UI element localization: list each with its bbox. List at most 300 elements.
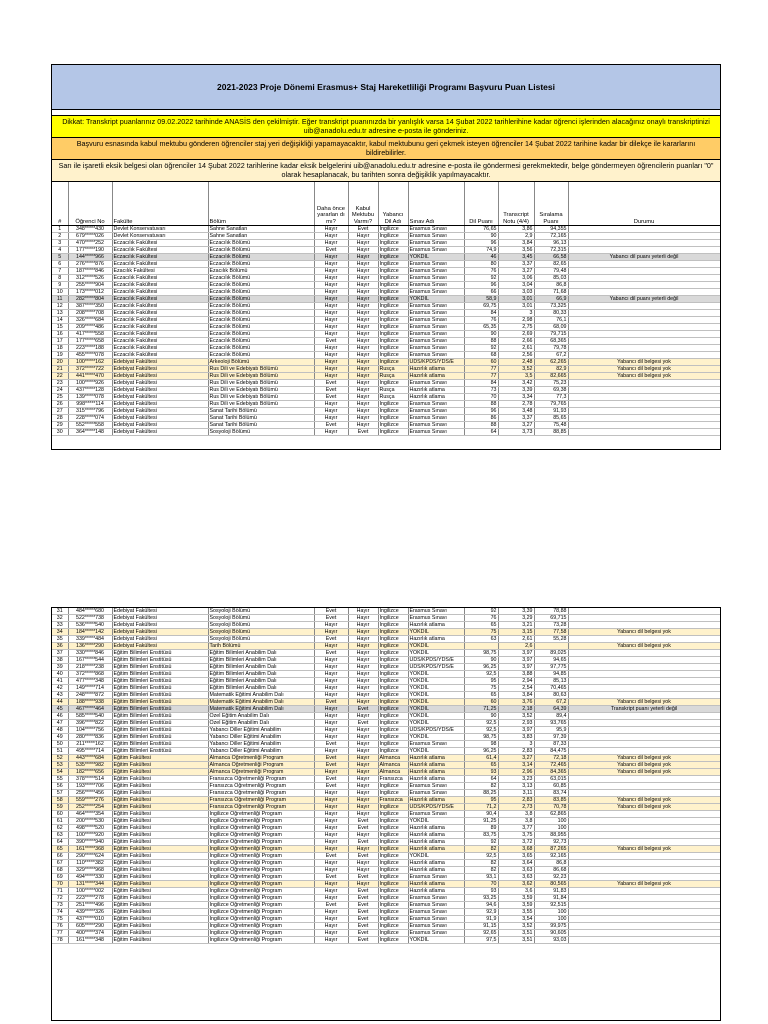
cell-faculty: Eğitim Fakültesi xyxy=(112,888,208,895)
cell-language: İngilizce xyxy=(378,317,408,324)
cell-lang-score: 65,35 xyxy=(464,324,498,331)
cell-department: İngilizce Öğretmenliği Program xyxy=(208,818,314,825)
cell-letter: Hayır xyxy=(348,629,378,636)
cell-previous: Evet xyxy=(314,762,348,769)
table-row xyxy=(52,429,720,436)
cell-language: İngilizce xyxy=(378,713,408,720)
cell-previous: Evet xyxy=(314,699,348,706)
cell-status: Yabancı dil belgesi yok xyxy=(568,629,720,636)
cell-language: İngilizce xyxy=(378,226,408,233)
cell-lang-score: 71,25 xyxy=(464,706,498,713)
cell-rank-score: 85,65 xyxy=(534,415,568,422)
cell-letter: Hayır xyxy=(348,860,378,867)
table-row xyxy=(52,846,720,853)
results-table-continued xyxy=(52,608,721,944)
cell-transcript: 2,93 xyxy=(498,720,534,727)
cell-no: 25 xyxy=(52,394,68,401)
cell-status xyxy=(568,748,720,755)
cell-faculty: Eğitim Bilimleri Enstitüsü xyxy=(112,720,208,727)
cell-student-no: 498*****520 xyxy=(68,825,112,832)
cell-status xyxy=(568,937,720,944)
notice-transcript: Dikkat: Transkript puanlarınız 09.02.2022 tarihinde ANASİS den çekilmiştir. Eğer transkript puanınızda bir yanlışlık varsa 14 Şubat 2022 tarihlerihine kadar öğrenci işlerinden alacağınız onaylı transkriptinizi uib@anadolu.edu.tr adresine e-posta ile gönderiniz. xyxy=(52,116,720,138)
cell-language: İngilizce xyxy=(378,608,408,615)
cell-previous: Hayır xyxy=(314,678,348,685)
table-row xyxy=(52,790,720,797)
cell-no: 59 xyxy=(52,804,68,811)
cell-rank-score: 82,9 xyxy=(534,366,568,373)
cell-lang-score: 98,75 xyxy=(464,650,498,657)
cell-no: 37 xyxy=(52,650,68,657)
cell-department: Özel Eğitim Anabilim Dalı xyxy=(208,720,314,727)
cell-faculty: Eczacılık Fakültesi xyxy=(112,324,208,331)
cell-exam: YÖKDİL xyxy=(408,706,464,713)
cell-status xyxy=(568,727,720,734)
cell-previous: Hayır xyxy=(314,930,348,937)
cell-transcript: 3,11 xyxy=(498,790,534,797)
cell-letter: Hayır xyxy=(348,776,378,783)
cell-rank-score: 96,13 xyxy=(534,240,568,247)
cell-letter: Evet xyxy=(348,226,378,233)
cell-no: 43 xyxy=(52,692,68,699)
cell-transcript: 2,9 xyxy=(498,233,534,240)
cell-transcript: 3,84 xyxy=(498,240,534,247)
cell-faculty: Edebiyat Fakültesi xyxy=(112,622,208,629)
cell-status xyxy=(568,734,720,741)
cell-language: İngilizce xyxy=(378,289,408,296)
cell-no: 21 xyxy=(52,366,68,373)
cell-department: Eczacılık Bölümü xyxy=(208,303,314,310)
cell-lang-score: 84 xyxy=(464,380,498,387)
cell-rank-score: 91,83 xyxy=(534,888,568,895)
cell-student-no: 149*****714 xyxy=(68,685,112,692)
cell-letter: Hayır xyxy=(348,678,378,685)
cell-faculty: Eğitim Bilimleri Enstitüsü xyxy=(112,699,208,706)
cell-rank-score: 76,1 xyxy=(534,317,568,324)
table-row xyxy=(52,303,720,310)
cell-language: İngilizce xyxy=(378,811,408,818)
cell-no: 24 xyxy=(52,387,68,394)
cell-faculty: Edebiyat Fakültesi xyxy=(112,629,208,636)
cell-letter: Hayır xyxy=(348,615,378,622)
cell-letter: Hayır xyxy=(348,394,378,401)
cell-transcript: 3,73 xyxy=(498,429,534,436)
cell-no: 29 xyxy=(52,422,68,429)
cell-language: Fransızca xyxy=(378,776,408,783)
cell-faculty: Eğitim Bilimleri Enstitüsü xyxy=(112,664,208,671)
cell-previous: Hayır xyxy=(314,657,348,664)
cell-lang-score: 98 xyxy=(464,741,498,748)
cell-language: İngilizce xyxy=(378,825,408,832)
cell-no: 11 xyxy=(52,296,68,303)
cell-rank-score: 88,85 xyxy=(534,429,568,436)
cell-exam: Hazırlık atlama xyxy=(408,881,464,888)
cell-letter: Hayır xyxy=(348,233,378,240)
cell-department: İngilizce Öğretmenliği Program xyxy=(208,888,314,895)
cell-letter: Hayır xyxy=(348,310,378,317)
cell-letter: Hayır xyxy=(348,622,378,629)
cell-previous: Evet xyxy=(314,755,348,762)
cell-student-no: 177*****658 xyxy=(68,338,112,345)
cell-faculty: Eğitim Bilimleri Enstitüsü xyxy=(112,713,208,720)
cell-transcript: 3,27 xyxy=(498,422,534,429)
cell-exam: Erasmus Sınavı xyxy=(408,324,464,331)
cell-lang-score: 71,2 xyxy=(464,804,498,811)
cell-status xyxy=(568,923,720,930)
table-row xyxy=(52,275,720,282)
cell-previous: Hayır xyxy=(314,643,348,650)
cell-rank-score: 73,325 xyxy=(534,303,568,310)
cell-no: 47 xyxy=(52,720,68,727)
cell-faculty: Eğitim Fakültesi xyxy=(112,874,208,881)
table-row xyxy=(52,811,720,818)
cell-exam: YÖKDİL xyxy=(408,678,464,685)
cell-transcript: 3,97 xyxy=(498,650,534,657)
cell-language: İngilizce xyxy=(378,338,408,345)
cell-rank-score: 79,765 xyxy=(534,401,568,408)
cell-department: İngilizce Öğretmenliği Program xyxy=(208,825,314,832)
cell-department: Eczacılık Bölümü xyxy=(208,282,314,289)
cell-status xyxy=(568,741,720,748)
cell-language: Rusça xyxy=(378,387,408,394)
cell-no: 30 xyxy=(52,429,68,436)
cell-previous: Evet xyxy=(314,615,348,622)
col-header-faculty: Fakülte xyxy=(112,182,208,226)
cell-no: 55 xyxy=(52,776,68,783)
cell-transcript: 3,59 xyxy=(498,895,534,902)
cell-exam: ÜDS/KPDS/YDS/E xyxy=(408,727,464,734)
cell-department: Eğitim Bilimleri Anabilim Dalı xyxy=(208,657,314,664)
cell-department: İngilizce Öğretmenliği Program xyxy=(208,839,314,846)
cell-no: 50 xyxy=(52,741,68,748)
cell-department: Sahne Sanatları xyxy=(208,226,314,233)
cell-previous: Hayır xyxy=(314,727,348,734)
col-header-lang-score: Dil Puanı xyxy=(464,182,498,226)
cell-status xyxy=(568,909,720,916)
cell-lang-score: 96 xyxy=(464,240,498,247)
cell-transcript: 3,72 xyxy=(498,839,534,846)
table-row xyxy=(52,289,720,296)
cell-exam: YÖKDİL xyxy=(408,818,464,825)
cell-department: Fransızca Öğretmenliği Program xyxy=(208,804,314,811)
cell-letter: Hayır xyxy=(348,296,378,303)
cell-rank-score: 83,85 xyxy=(534,797,568,804)
cell-exam: Hazırlık atlama xyxy=(408,825,464,832)
cell-rank-score xyxy=(534,643,568,650)
cell-lang-score: 92,5 xyxy=(464,853,498,860)
cell-language: Rusça xyxy=(378,366,408,373)
cell-previous: Hayır xyxy=(314,916,348,923)
cell-rank-score: 100 xyxy=(534,916,568,923)
table-row xyxy=(52,860,720,867)
cell-lang-score: 69,75 xyxy=(464,303,498,310)
cell-transcript: 3,34 xyxy=(498,394,534,401)
cell-transcript: 3,59 xyxy=(498,902,534,909)
cell-lang-score: 80 xyxy=(464,261,498,268)
cell-student-no: 282*****804 xyxy=(68,296,112,303)
cell-letter: Hayır xyxy=(348,303,378,310)
cell-student-no: 131*****344 xyxy=(68,881,112,888)
cell-status xyxy=(568,839,720,846)
cell-lang-score: 92,5 xyxy=(464,720,498,727)
table-row xyxy=(52,240,720,247)
cell-rank-score: 91,84 xyxy=(534,895,568,902)
cell-lang-score: 88 xyxy=(464,401,498,408)
cell-language: Almanca xyxy=(378,769,408,776)
cell-status xyxy=(568,930,720,937)
cell-no: 28 xyxy=(52,415,68,422)
cell-no: 48 xyxy=(52,727,68,734)
cell-no: 39 xyxy=(52,664,68,671)
cell-faculty: Edebiyat Fakültesi xyxy=(112,643,208,650)
cell-student-no: 348*****430 xyxy=(68,226,112,233)
cell-rank-score: 72,18 xyxy=(534,755,568,762)
cell-department: Matematik Eğitimi Anabilim Dalı xyxy=(208,692,314,699)
cell-transcript: 3,06 xyxy=(498,275,534,282)
cell-no: 10 xyxy=(52,289,68,296)
cell-student-no: 290*****624 xyxy=(68,853,112,860)
cell-no: 58 xyxy=(52,797,68,804)
cell-previous: Hayır xyxy=(314,860,348,867)
cell-exam: YÖKDİL xyxy=(408,671,464,678)
cell-transcript: 3,39 xyxy=(498,608,534,615)
cell-language: İngilizce xyxy=(378,324,408,331)
cell-rank-score: 84,475 xyxy=(534,748,568,755)
cell-faculty: Eczacılık Fakültesi xyxy=(112,275,208,282)
cell-lang-score: 65 xyxy=(464,762,498,769)
table-row xyxy=(52,657,720,664)
cell-no: 35 xyxy=(52,636,68,643)
cell-status: Yabancı dil belgesi yok xyxy=(568,804,720,811)
cell-exam: Erasmus Sınavı xyxy=(408,338,464,345)
table-row xyxy=(52,615,720,622)
cell-letter: Hayır xyxy=(348,727,378,734)
cell-department: Eczacılık Bölümü xyxy=(208,261,314,268)
cell-lang-score: 91,15 xyxy=(464,923,498,930)
cell-department: İngilizce Öğretmenliği Program xyxy=(208,860,314,867)
cell-letter: Hayır xyxy=(348,741,378,748)
cell-transcript: 3,52 xyxy=(498,366,534,373)
cell-department: Matematik Eğitimi Anabilim Dalı xyxy=(208,706,314,713)
cell-exam: Erasmus Sınavı xyxy=(408,909,464,916)
cell-status xyxy=(568,860,720,867)
cell-transcript: 2,75 xyxy=(498,324,534,331)
cell-letter: Hayır xyxy=(348,261,378,268)
cell-rank-score: 92,23 xyxy=(534,874,568,881)
cell-letter: Hayır xyxy=(348,422,378,429)
cell-rank-score: 79,48 xyxy=(534,268,568,275)
cell-department: Sosyoloji Bölümü xyxy=(208,636,314,643)
cell-letter: Evet xyxy=(348,937,378,944)
cell-previous: Hayır xyxy=(314,846,348,853)
cell-status xyxy=(568,275,720,282)
table-row xyxy=(52,909,720,916)
cell-exam: Erasmus Sınavı xyxy=(408,289,464,296)
cell-status xyxy=(568,422,720,429)
cell-no: 12 xyxy=(52,303,68,310)
cell-lang-score: 92 xyxy=(464,275,498,282)
cell-department: Sosyoloji Bölümü xyxy=(208,629,314,636)
cell-department: Yabancı Diller Eğitimi Anabilim xyxy=(208,748,314,755)
cell-previous: Evet xyxy=(314,636,348,643)
cell-no: 41 xyxy=(52,678,68,685)
cell-rank-score: 67,2 xyxy=(534,699,568,706)
cell-rank-score: 100 xyxy=(534,825,568,832)
cell-status xyxy=(568,233,720,240)
cell-rank-score: 72,165 xyxy=(534,233,568,240)
cell-status xyxy=(568,261,720,268)
cell-department: Rus Dili ve Edebiyatı Bölümü xyxy=(208,380,314,387)
cell-language: İngilizce xyxy=(378,331,408,338)
table-row xyxy=(52,324,720,331)
cell-lang-score: 68 xyxy=(464,352,498,359)
cell-previous: Hayır xyxy=(314,937,348,944)
cell-student-no: 464*****354 xyxy=(68,811,112,818)
cell-transcript: 3,86 xyxy=(498,226,534,233)
cell-rank-score: 70,78 xyxy=(534,804,568,811)
cell-rank-score: 80,565 xyxy=(534,881,568,888)
cell-exam: YÖKDİL xyxy=(408,685,464,692)
cell-letter: Hayır xyxy=(348,387,378,394)
col-header-department: Bölüm xyxy=(208,182,314,226)
cell-no: 57 xyxy=(52,790,68,797)
cell-letter: Hayır xyxy=(348,762,378,769)
cell-status: Yabancı dil puanı yeterli değil xyxy=(568,296,720,303)
cell-rank-score: 86,8 xyxy=(534,860,568,867)
cell-no: 18 xyxy=(52,345,68,352)
cell-rank-score: 80,63 xyxy=(534,692,568,699)
cell-exam: Erasmus Sınavı xyxy=(408,874,464,881)
cell-language: İngilizce xyxy=(378,916,408,923)
col-header-no: # xyxy=(52,182,68,226)
cell-letter: Evet xyxy=(348,825,378,832)
table-row xyxy=(52,769,720,776)
cell-lang-score xyxy=(464,643,498,650)
cell-previous: Evet xyxy=(314,608,348,615)
cell-department: Almanca Öğretmenliği Program xyxy=(208,769,314,776)
cell-rank-score: 100 xyxy=(534,909,568,916)
cell-rank-score: 92,515 xyxy=(534,902,568,909)
cell-lang-score: 89 xyxy=(464,825,498,832)
cell-rank-score: 92,165 xyxy=(534,853,568,860)
sheet-title: 2021-2023 Proje Dönemi Erasmus+ Staj Hareketliliği Programı Başvuru Puan Listesi xyxy=(52,65,720,110)
cell-rank-score: 82,665 xyxy=(534,373,568,380)
cell-language: Fransızca xyxy=(378,797,408,804)
cell-status xyxy=(568,874,720,881)
cell-status xyxy=(568,776,720,783)
cell-rank-score: 94,355 xyxy=(534,226,568,233)
cell-department: Eczacılık Bölümü xyxy=(208,345,314,352)
table-row xyxy=(52,408,720,415)
table-row xyxy=(52,720,720,727)
cell-faculty: Eğitim Bilimleri Enstitüsü xyxy=(112,734,208,741)
cell-rank-score: 75,23 xyxy=(534,380,568,387)
cell-status: Transkript puanı yeterli değil xyxy=(568,706,720,713)
cell-lang-score: 97,5 xyxy=(464,937,498,944)
cell-department: Sanat Tarihi Bölümü xyxy=(208,415,314,422)
cell-language: İngilizce xyxy=(378,727,408,734)
cell-no: 20 xyxy=(52,359,68,366)
cell-letter: Hayır xyxy=(348,380,378,387)
cell-department: Yabancı Diller Eğitimi Anabilim xyxy=(208,727,314,734)
cell-rank-score: 94,85 xyxy=(534,671,568,678)
cell-previous: Hayır xyxy=(314,324,348,331)
cell-status xyxy=(568,303,720,310)
cell-faculty: Eğitim Fakültesi xyxy=(112,930,208,937)
cell-exam: Erasmus Sınavı xyxy=(408,331,464,338)
cell-lang-score: 95 xyxy=(464,797,498,804)
table-row xyxy=(52,636,720,643)
cell-letter: Hayır xyxy=(348,254,378,261)
cell-faculty: Edebiyat Fakültesi xyxy=(112,387,208,394)
cell-department: İngilizce Öğretmenliği Program xyxy=(208,909,314,916)
cell-no: 27 xyxy=(52,408,68,415)
cell-status xyxy=(568,818,720,825)
cell-status xyxy=(568,713,720,720)
table-row xyxy=(52,713,720,720)
cell-language: İngilizce xyxy=(378,832,408,839)
cell-transcript: 3,62 xyxy=(498,881,534,888)
cell-exam: Erasmus Sınavı xyxy=(408,247,464,254)
table-row xyxy=(52,373,720,380)
cell-student-no: 585*****540 xyxy=(68,713,112,720)
cell-previous: Hayır xyxy=(314,345,348,352)
results-table xyxy=(52,182,721,436)
table-row xyxy=(52,755,720,762)
cell-no: 3 xyxy=(52,240,68,247)
cell-no: 5 xyxy=(52,254,68,261)
cell-language: İngilizce xyxy=(378,643,408,650)
table-row xyxy=(52,699,720,706)
cell-lang-score: 46 xyxy=(464,254,498,261)
cell-rank-score: 68,09 xyxy=(534,324,568,331)
cell-department: Eğitim Bilimleri Anabilim Dalı xyxy=(208,650,314,657)
cell-transcript: 2,94 xyxy=(498,678,534,685)
cell-no: 66 xyxy=(52,853,68,860)
cell-department: Almanca Öğretmenliği Program xyxy=(208,755,314,762)
cell-previous: Hayır xyxy=(314,867,348,874)
cell-transcript: 3,54 xyxy=(498,916,534,923)
table-row xyxy=(52,776,720,783)
cell-rank-score: 86,8 xyxy=(534,282,568,289)
cell-faculty: Eğitim Fakültesi xyxy=(112,755,208,762)
table-row xyxy=(52,282,720,289)
cell-faculty: Eğitim Bilimleri Enstitüsü xyxy=(112,671,208,678)
cell-department: Sahne Sanatları xyxy=(208,233,314,240)
cell-language: İngilizce xyxy=(378,783,408,790)
cell-status xyxy=(568,331,720,338)
cell-letter: Hayır xyxy=(348,685,378,692)
table-row xyxy=(52,422,720,429)
cell-exam: Erasmus Sınavı xyxy=(408,408,464,415)
cell-student-no: 559*****276 xyxy=(68,797,112,804)
cell-lang-score: 91,25 xyxy=(464,818,498,825)
cell-faculty: Eğitim Bilimleri Enstitüsü xyxy=(112,741,208,748)
cell-no: 34 xyxy=(52,629,68,636)
cell-exam: Erasmus Sınavı xyxy=(408,783,464,790)
cell-no: 14 xyxy=(52,317,68,324)
cell-lang-score: 88 xyxy=(464,338,498,345)
cell-faculty: Eğitim Fakültesi xyxy=(112,909,208,916)
cell-previous: Hayır xyxy=(314,261,348,268)
cell-language: İngilizce xyxy=(378,240,408,247)
table-row xyxy=(52,818,720,825)
cell-lang-score: 82 xyxy=(464,783,498,790)
cell-previous: Hayır xyxy=(314,825,348,832)
cell-student-no: 100*****002 xyxy=(68,888,112,895)
cell-student-no: 387*****350 xyxy=(68,303,112,310)
cell-rank-score: 70,465 xyxy=(534,685,568,692)
table-row xyxy=(52,338,720,345)
